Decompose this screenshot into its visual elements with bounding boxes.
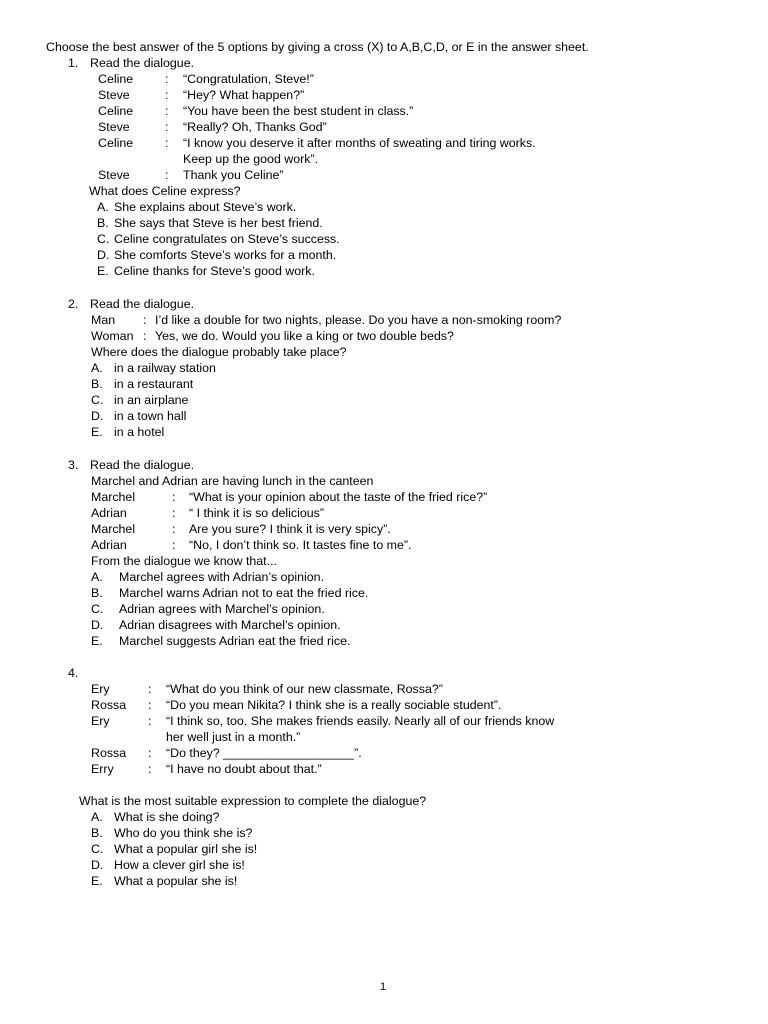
page-number: 1 xyxy=(380,981,387,993)
question-prompt: From the dialogue we know that... xyxy=(91,554,277,568)
utterance: “Really? Oh, Thanks God” xyxy=(183,120,327,134)
option-d[interactable]: D. in a town hall xyxy=(91,409,187,423)
utterance: Yes, we do. Would you like a king or two double beds? xyxy=(155,329,454,343)
speaker: Marchel xyxy=(91,522,136,536)
speaker: Steve xyxy=(98,120,130,134)
colon: : xyxy=(172,506,176,520)
option-d[interactable]: D. How a clever girl she is! xyxy=(91,858,245,872)
question-prompt: Where does the dialogue probably take place? xyxy=(91,345,347,359)
colon: : xyxy=(148,746,152,760)
utterance: Thank you Celine” xyxy=(183,168,284,182)
speaker: Steve xyxy=(98,88,130,102)
question-number: 4. xyxy=(68,666,79,680)
colon: : xyxy=(165,104,169,118)
speaker: Rossa xyxy=(91,698,127,712)
colon: : xyxy=(165,136,169,150)
utterance: “I think so, too. She makes friends easily. Nearly all of our friends know xyxy=(166,714,555,728)
option-d[interactable]: D. Adrian disagrees with Marchel’s opinion. xyxy=(91,618,341,632)
colon: : xyxy=(172,522,176,536)
option-a[interactable]: A. in a railway station xyxy=(91,361,216,375)
utterance: “You have been the best student in class.” xyxy=(183,104,414,118)
option-e[interactable]: E. Marchel suggests Adrian eat the fried rice. xyxy=(91,634,351,648)
utterance: “No, I don’t think so. It tastes fine to me”. xyxy=(189,538,412,552)
option-b[interactable]: B. Marchel warns Adrian not to eat the fried rice. xyxy=(91,586,369,600)
option-c[interactable]: C. Celine congratulates on Steve’s success. xyxy=(97,232,340,246)
utterance: “Do they? ___________________”. xyxy=(166,746,362,760)
speaker: Celine xyxy=(98,136,134,150)
colon: : xyxy=(172,490,176,504)
speaker: Ery xyxy=(91,682,110,696)
option-b[interactable]: B. Who do you think she is? xyxy=(91,826,253,840)
option-a[interactable]: A. She explains about Steve’s work. xyxy=(97,200,297,214)
speaker: Marchel xyxy=(91,490,136,504)
colon: : xyxy=(148,762,152,776)
colon: : xyxy=(148,714,152,728)
utterance: I’d like a double for two nights, please. Do you have a non-smoking room? xyxy=(155,313,562,327)
utterance: “Do you mean Nikita? I think she is a really sociable student”. xyxy=(166,698,502,712)
question-prompt: What does Celine express? xyxy=(89,184,241,198)
instruction-text: Choose the best answer of the 5 options by giving a cross (X) to A,B,C,D, or E in the answer sheet. xyxy=(46,40,589,54)
colon: : xyxy=(165,88,169,102)
option-a[interactable]: A. What is she doing? xyxy=(91,810,220,824)
question-number: 3. xyxy=(68,458,79,472)
option-c[interactable]: C. What a popular girl she is! xyxy=(91,842,258,856)
question-intro: Read the dialogue. xyxy=(90,458,195,472)
utterance: “Hey? What happen?” xyxy=(183,88,305,102)
utterance: “ I think it is so delicious” xyxy=(189,506,324,520)
colon: : xyxy=(165,168,169,182)
utterance: “What do you think of our new classmate, Rossa?” xyxy=(166,682,443,696)
colon: : xyxy=(165,120,169,134)
option-b[interactable]: B. in a restaurant xyxy=(91,377,194,391)
speaker: Adrian xyxy=(91,538,127,552)
colon: : xyxy=(148,682,152,696)
utterance: “I have no doubt about that.” xyxy=(166,762,322,776)
utterance: her well just in a month.” xyxy=(166,730,301,744)
question-number: 1. xyxy=(68,56,79,70)
utterance: Are you sure? I think it is very spicy”. xyxy=(189,522,391,536)
speaker: Rossa xyxy=(91,746,127,760)
option-e[interactable]: E. Celine thanks for Steve’s good work. xyxy=(97,264,315,278)
colon: : xyxy=(143,329,147,343)
utterance: “Congratulation, Steve!” xyxy=(183,72,314,86)
utterance: Keep up the good work”. xyxy=(183,152,319,166)
speaker: Celine xyxy=(98,72,134,86)
speaker: Celine xyxy=(98,104,134,118)
speaker: Adrian xyxy=(91,506,127,520)
option-a[interactable]: A. Marchel agrees with Adrian’s opinion. xyxy=(91,570,325,584)
dialogue-context: Marchel and Adrian are having lunch in the canteen xyxy=(91,474,374,488)
speaker: Steve xyxy=(98,168,130,182)
utterance: “What is your opinion about the taste of the fried rice?” xyxy=(189,490,488,504)
question-number: 2. xyxy=(68,297,79,311)
speaker: Erry xyxy=(91,762,114,776)
option-c[interactable]: C. in an airplane xyxy=(91,393,189,407)
speaker: Man xyxy=(91,313,116,327)
colon: : xyxy=(143,313,147,327)
option-e[interactable]: E. What a popular she is! xyxy=(91,874,238,888)
colon: : xyxy=(172,538,176,552)
utterance: “I know you deserve it after months of sweating and tiring works. xyxy=(183,136,536,150)
question-intro: Read the dialogue. xyxy=(90,297,195,311)
option-c[interactable]: C. Adrian agrees with Marchel’s opinion. xyxy=(91,602,325,616)
colon: : xyxy=(148,698,152,712)
speaker: Woman xyxy=(91,329,134,343)
colon: : xyxy=(165,72,169,86)
option-b[interactable]: B. She says that Steve is her best friend. xyxy=(97,216,323,230)
speaker: Ery xyxy=(91,714,110,728)
question-intro: Read the dialogue. xyxy=(90,56,195,70)
option-e[interactable]: E. in a hotel xyxy=(91,425,165,439)
option-d[interactable]: D. She comforts Steve’s works for a month. xyxy=(97,248,337,262)
question-prompt: What is the most suitable expression to complete the dialogue? xyxy=(79,794,427,808)
